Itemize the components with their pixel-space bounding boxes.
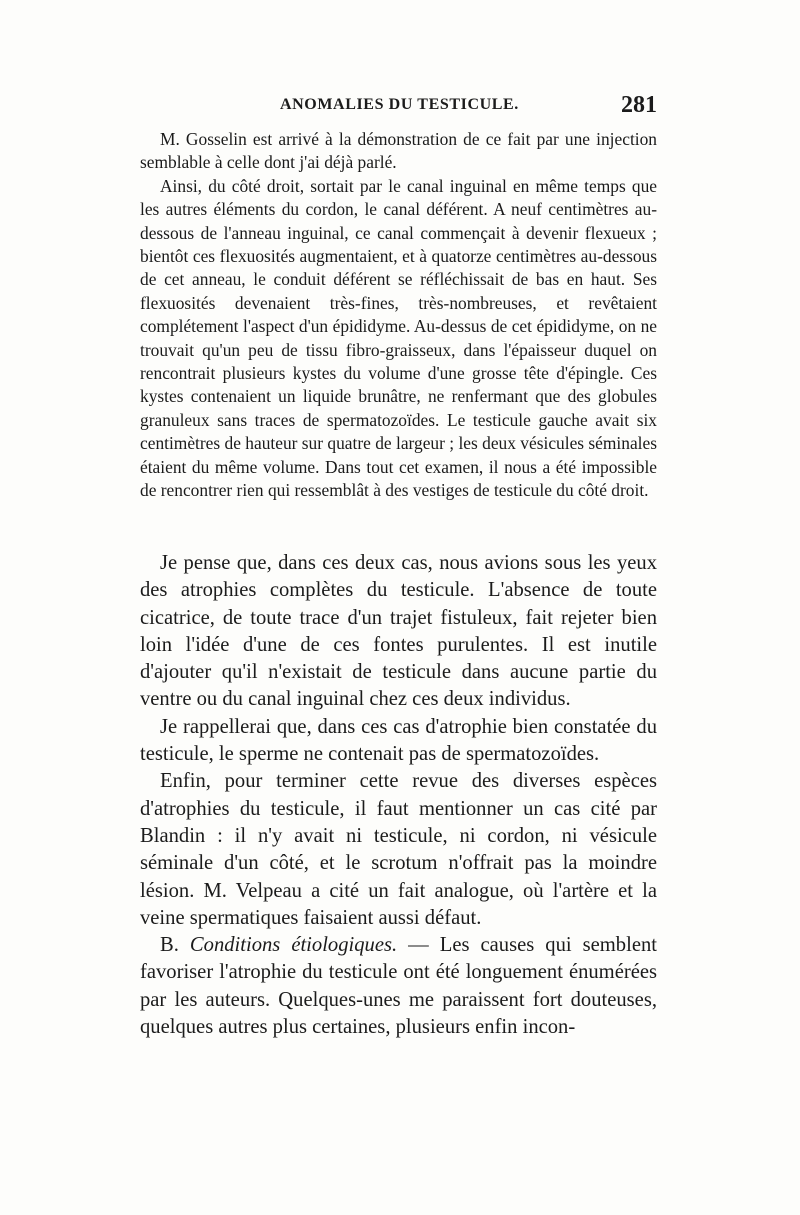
running-title: ANOMALIES DU TESTICULE. [280, 96, 519, 113]
section-text: — Les causes qui semblent favoriser l'atrophie du testicule ont été longuement énumérées par les auteurs. Quelques-unes me paraissent fort douteuses, quelques autres plus certaines, plusieurs enfin incon- [140, 934, 657, 1039]
paragraph-spermatozoa-absence: Je rappellerai que, dans ces cas d'atrophie bien constatée du testicule, le sperme ne contenait pas de spermatozoïdes. [140, 715, 657, 766]
paragraph-atrophies-complete: Je pense que, dans ces deux cas, nous avions sous les yeux des atrophies complètes du testicule. L'absence de toute cicatrice, de toute trace d'un trajet fistuleux, fait rejeter bien loin l'idée d'une de ces fontes purulentes. Il est inutile d'ajouter qu'il n'existait de testicule dans aucune partie du ventre ou du canal inguinal chez ces deux individus. [140, 552, 657, 711]
paragraph-etiological-conditions [140, 932, 657, 1041]
page-header [140, 92, 657, 122]
paragraph-gosselin: M. Gosselin est arrivé à la démonstration de ce fait par une injection semblable à celle dont j'ai déjà parlé. [140, 129, 657, 173]
large-text-block [140, 550, 657, 1041]
paragraph-case-description: Ainsi, du côté droit, sortait par le canal inguinal en même temps que les autres éléments du cordon, le canal déférent. A neuf centimètres au-dessous de l'anneau inguinal, ce canal commençait à devenir flexueux ; bientôt ces flexuosités augmentaient, et à quatorze centimètres au-dessous de cet anneau, le conduit déférent se réfléchissait de bas en haut. Ses flexuosités devenaient très-fines, très-nombreuses, et revêtaient complétement l'aspect d'un épididyme. Au-dessus de cet épididyme, on ne trouvait qu'un peu de tissu fibro-graisseux, dans l'épaisseur duquel on rencontrait plusieurs kystes du volume d'une grosse tête d'épingle. Ces kystes contenaient un liquide brunâtre, ne renfermant que des globules granuleux sans traces de spermatozoïdes. Le testicule gauche avait six centimètres de hauteur sur quatre de largeur ; les deux vésicules séminales étaient du même volume. Dans tout cet examen, il nous a été impossible de rencontrer rien qui ressemblât à des vestiges de testicule du côté droit. [140, 175, 657, 501]
paragraph-blandin-case: Enfin, pour terminer cette revue des diverses espèces d'atrophies du testicule, il faut mentionner un cas cité par Blandin : il n'y avait ni testicule, ni cordon, ni vésicule séminale d'un côté, et le scrotum n'offrait pas la moindre lésion. M. Velpeau a cité un fait analogue, où l'artère et la veine spermatiques faisaient aussi défaut. [140, 770, 657, 929]
page-number: 281 [621, 92, 657, 118]
small-text-block [140, 128, 657, 503]
section-title: Conditions étiologiques. [189, 934, 398, 957]
section-letter: B. [160, 934, 190, 957]
